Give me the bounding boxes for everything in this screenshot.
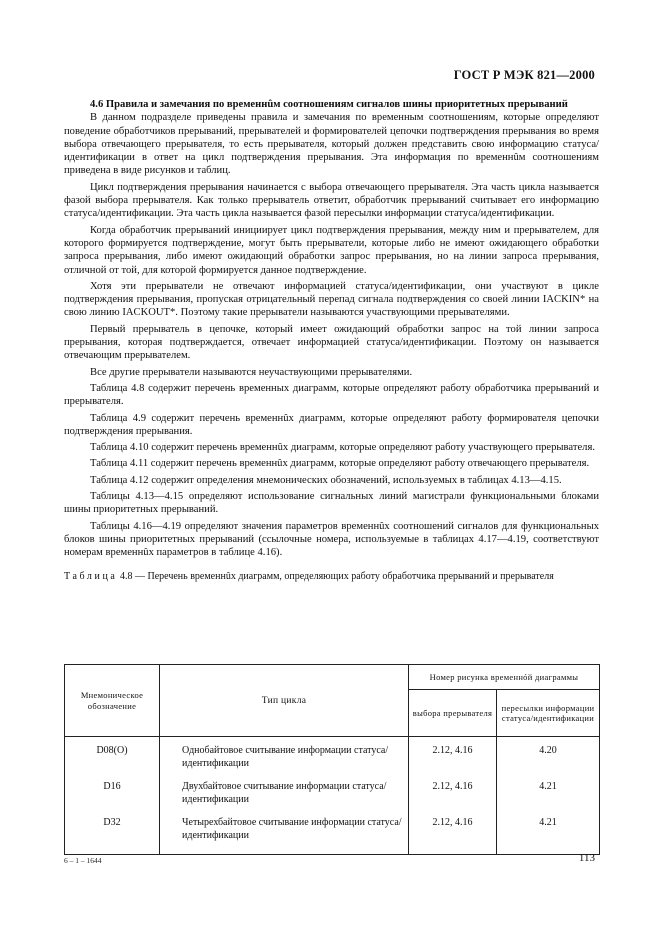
header-cycle-type: Тип цикла: [160, 665, 409, 737]
header-transfer: пересылки информации статуса/идентификации: [497, 690, 600, 737]
row-transfer: 4.21: [497, 807, 600, 855]
timing-diagram-table: [64, 664, 600, 855]
table-caption-word: Таблица: [64, 570, 118, 582]
row-selection: 2.12, 4.16: [409, 771, 497, 807]
paragraph-13: Таблицы 4.16—4.19 определяют значения параметров временнûх соотношений сигналов для функциональных блоков шины приоритетных прерываний (ссылочные номера, используемые в таблицах 4.17—4.19, соответствуют номерам временнûх параметров в таблице 4.16).: [64, 520, 599, 559]
row-cycle-type: Однобайтовое считывание информации статуса/идентификации: [160, 737, 409, 772]
header-mnemonic: Мнемоническое обозначение: [65, 665, 160, 737]
row-transfer: 4.21: [497, 771, 600, 807]
header-figure-number: Номер рисунка временнóй диаграммы: [409, 665, 600, 690]
row-code: D08(O): [65, 737, 160, 772]
row-cycle-type: Двухбайтовое считывание информации статуса/идентификации: [160, 771, 409, 807]
paragraph-2: Цикл подтверждения прерывания начинается с выбора отвечающего прерывателя. Эта часть цикла называется фазой выбора прерывателя. Как только прерыватель ответит, обработчик прерываний считывает его информацию статуса/идентификации. Эта часть цикла называется фазой пересылки информации статуса/идентификации.: [64, 181, 599, 220]
row-selection: 2.12, 4.16: [409, 807, 497, 855]
row-transfer: 4.20: [497, 737, 600, 772]
row-code: D16: [65, 771, 160, 807]
document-code: ГОСТ Р МЭК 821—2000: [453, 68, 595, 82]
paragraph-6: Все другие прерыватели называются неучаствующими прерывателями.: [90, 366, 413, 378]
paragraph-9: Таблица 4.10 содержит перечень временнûх диаграмм, которые определяют работу участвующего прерывателя.: [90, 442, 595, 454]
header-selection: выбора прерывателя: [409, 690, 497, 737]
paragraph-1: В данном подразделе приведены правила и замечания по временным соотношениям, которые определяют поведение обработчиков прерываний, прерывателей и формирователей цепочки подтверждения прерывания во время выбора отвечающего прерывателя, то есть прерывателя, который должен представить свою информацию статуса/идентификации в ответ на цикл подтверждения прерывания. Эта информация по временнûм соотношениям приведена в виде рисунков и таблиц.: [64, 112, 599, 177]
page-number: 113: [578, 852, 595, 864]
print-code: 6 – 1 – 1644: [64, 856, 102, 865]
table-caption-text: 4.8 — Перечень временнûх диаграмм, определяющих работу обработчика прерываний и прерывателя: [119, 570, 554, 582]
table-row: [65, 807, 600, 855]
row-selection: 2.12, 4.16: [409, 737, 497, 772]
section-heading: 4.6 Правила и замечания по временнûм соотношениям сигналов шины приоритетных прерываний: [90, 99, 568, 110]
paragraph-12: Таблицы 4.13—4.15 определяют использование сигнальных линий магистрали функциональными блоками шины приоритетных прерываний.: [64, 491, 599, 516]
table-caption: [64, 570, 599, 583]
paragraph-4: Хотя эти прерыватели не отвечают информацией статуса/идентификации, они участвуют в цикле подтверждения прерывания, пропуская отрицательный перепад сигнала подтверждения со своей линии IACKIN* на свою линию IACKOUT*. Поэтому такие прерыватели называются участвующими прерывателями.: [64, 280, 599, 319]
paragraph-5: Первый прерыватель в цепочке, который имеет ожидающий обработки запрос на той линии запроса прерывания, которая подтверждается, отвечает информацией статуса/идентификации. Поэтому он называется отвечающим прерывателем.: [64, 323, 599, 362]
paragraph-10: Таблица 4.11 содержит перечень временнûх диаграмм, которые определяют работу отвечающего прерывателя.: [90, 458, 590, 470]
paragraph-11: Таблица 4.12 содержит определения мнемонических обозначений, используемых в таблицах 4.13—4.15.: [90, 474, 562, 486]
section-body: [64, 98, 599, 583]
paragraph-8: Таблица 4.9 содержит перечень временнûх диаграмм, которые определяют работу формирователя цепочки подтверждения прерывания.: [64, 412, 599, 437]
paragraph-7: Таблица 4.8 содержит перечень временных диаграмм, которые определяют работу обработчика прерываний и прерывателя.: [64, 382, 599, 408]
row-code: D32: [65, 807, 160, 855]
row-cycle-type: Четырехбайтовое считывание информации статуса/идентификации: [160, 807, 409, 855]
table-row: [65, 771, 600, 807]
paragraph-3: Когда обработчик прерываний инициирует цикл подтверждения прерывания, между ним и прерывателем, для которого формируется подтверждение, могут быть прерыватели, которые либо не имеют ожидающего обработки запроса прерывания, либо имеют ожидающий обработки запрос прерывания, но на линии запроса прерывания, отличной от той, для которой формируется данное подтверждение.: [64, 224, 599, 276]
table-row: [65, 737, 600, 772]
